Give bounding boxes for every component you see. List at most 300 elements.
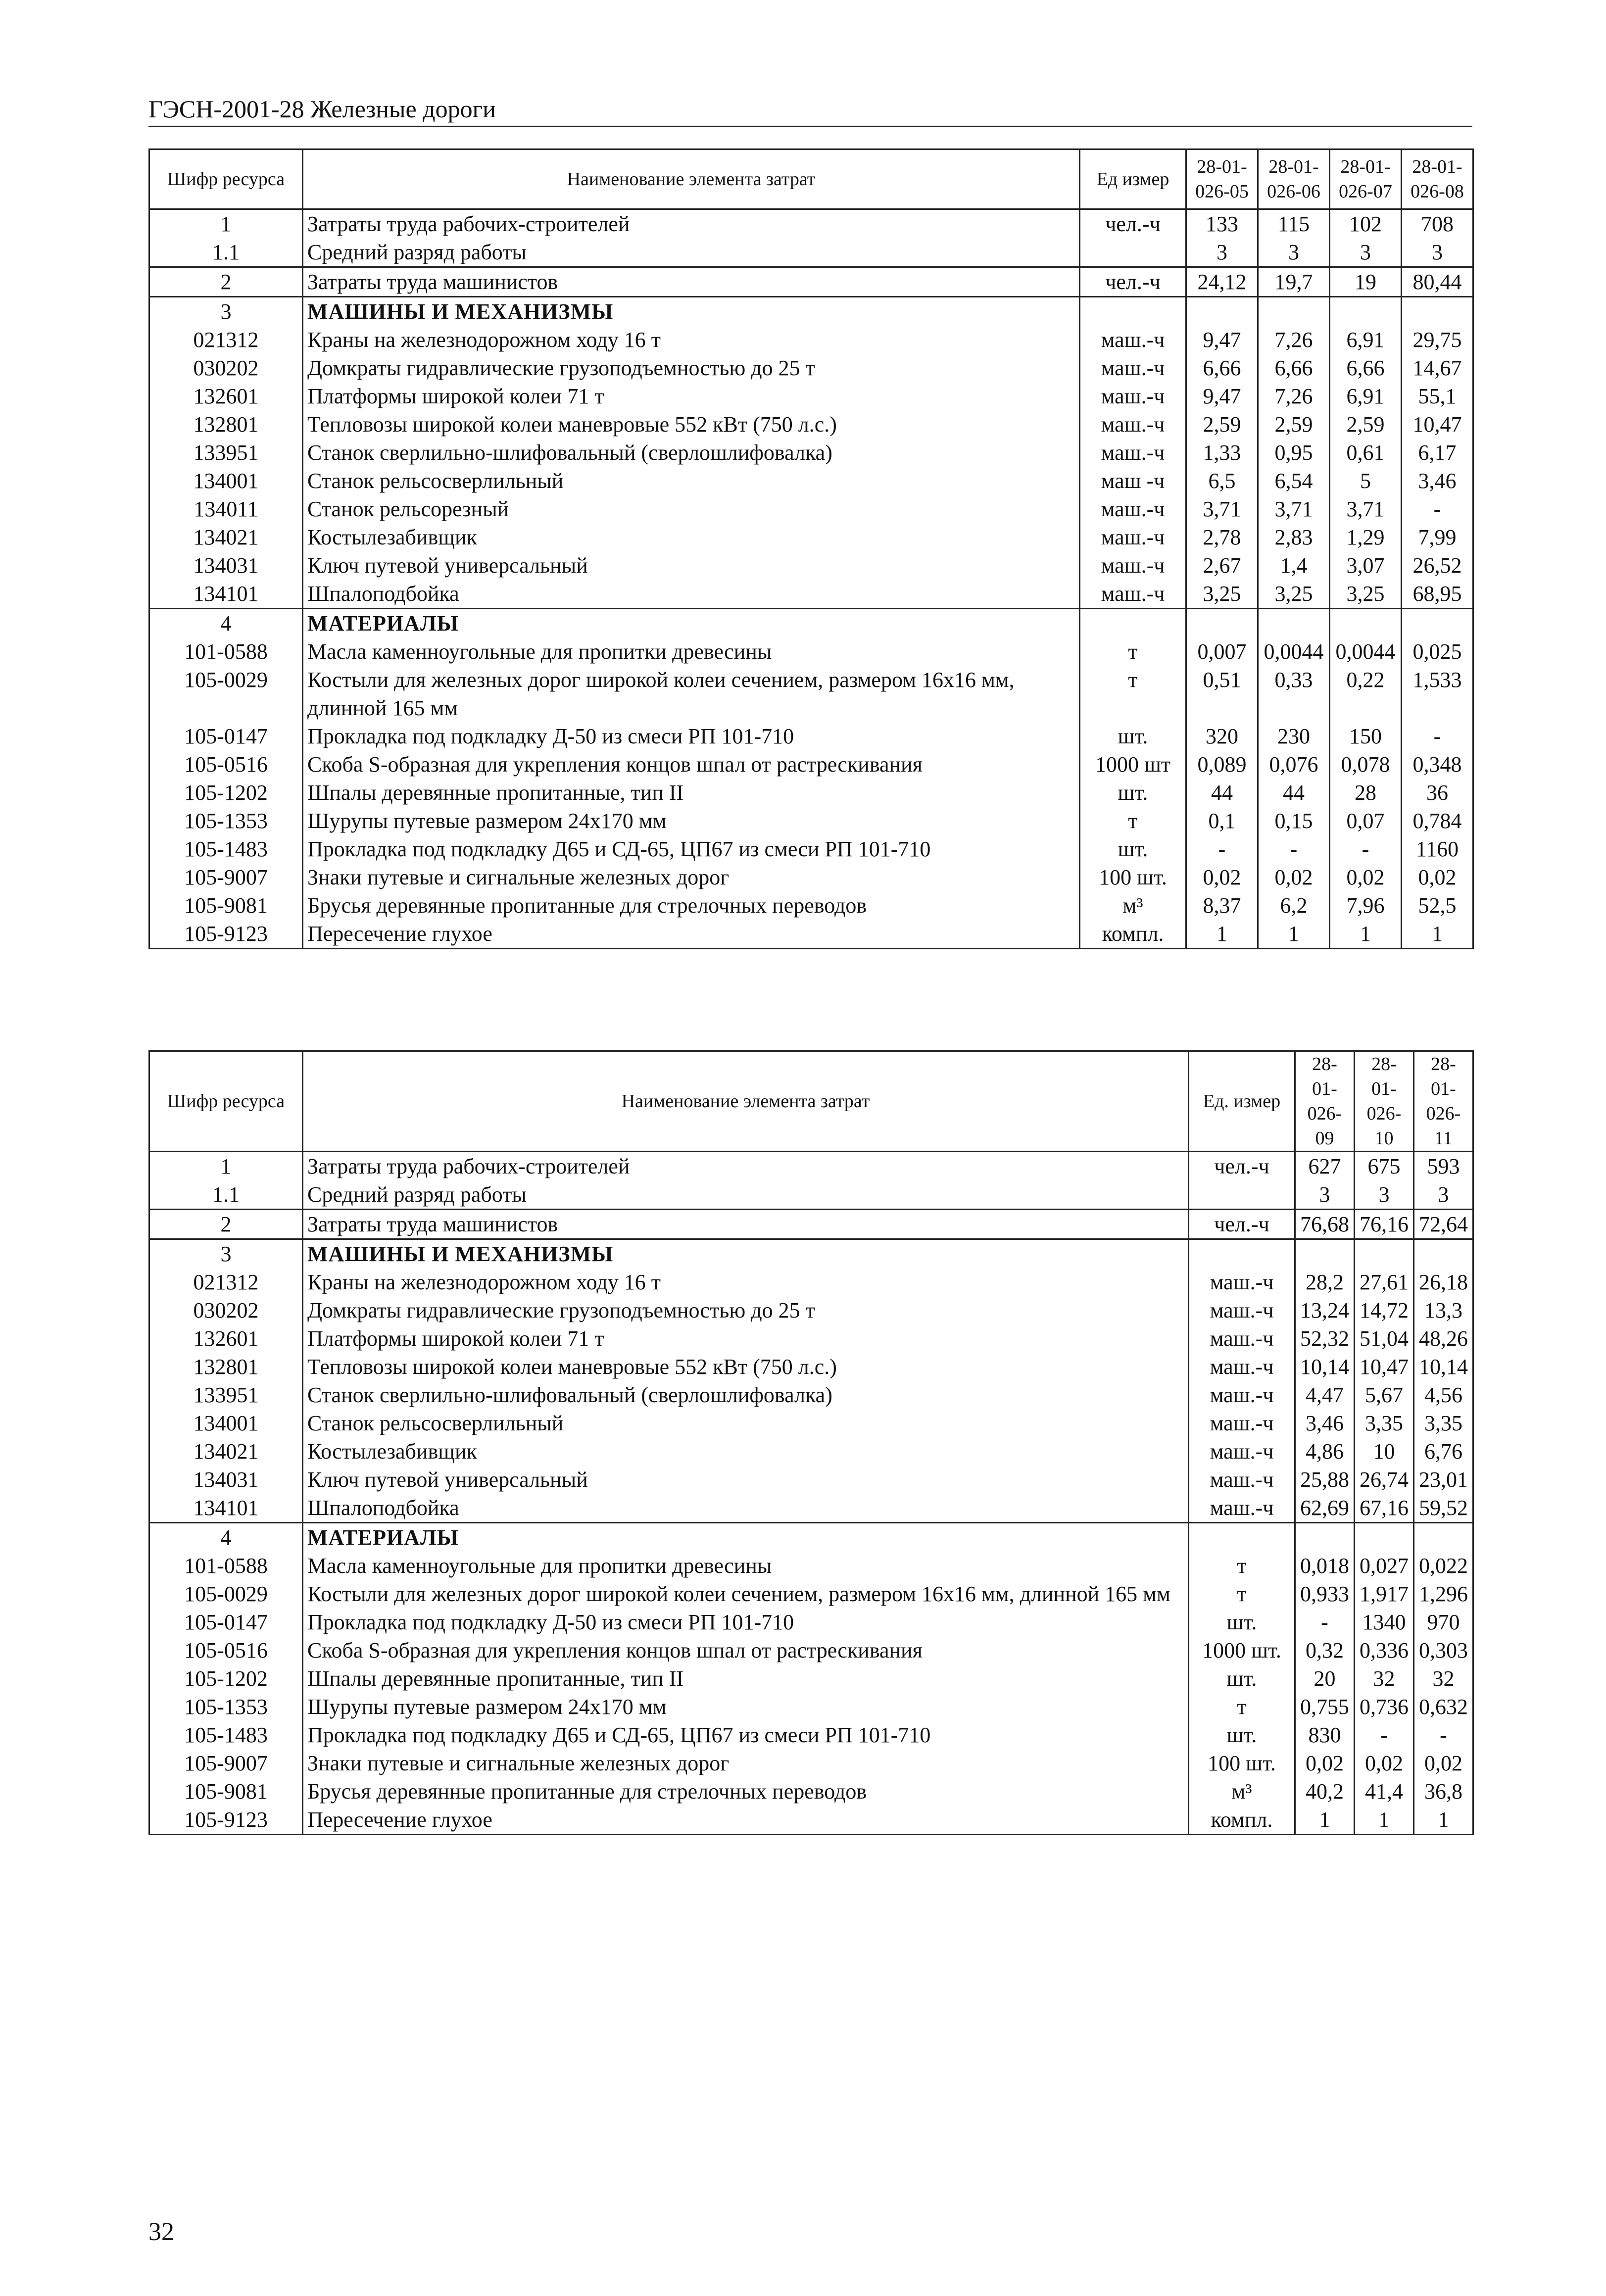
resource-code-cell: 2 <box>149 1210 303 1239</box>
unit-cell: м³ <box>1189 1777 1295 1806</box>
col-header-norm: 28-01-026-10 <box>1355 1051 1414 1152</box>
value-cell: 1 <box>1414 1806 1473 1835</box>
value-cell <box>1258 609 1330 638</box>
value-cell: 48,26 <box>1414 1324 1473 1353</box>
resource-code-cell: 1.1 <box>149 1180 303 1210</box>
resource-code-cell: 030202 <box>149 354 303 382</box>
value-cell <box>1295 1239 1355 1269</box>
value-cell: 7,96 <box>1330 891 1402 920</box>
value-cell: 10 <box>1355 1437 1414 1466</box>
unit-cell: 100 шт. <box>1189 1749 1295 1777</box>
value-cell <box>1330 609 1402 638</box>
value-cell: 3 <box>1414 1180 1473 1210</box>
unit-cell: маш.-ч <box>1080 495 1186 523</box>
value-cell: 2,59 <box>1258 410 1330 439</box>
resource-code-cell: 105-0029 <box>149 666 303 722</box>
value-cell: - <box>1414 1721 1473 1749</box>
value-cell: 76,16 <box>1355 1210 1414 1239</box>
value-cell: 3,25 <box>1186 580 1258 609</box>
unit-cell: шт. <box>1189 1721 1295 1749</box>
resource-name-cell: Костылезабивщик <box>303 1437 1189 1466</box>
value-cell: 5 <box>1330 467 1402 495</box>
resource-code-cell: 105-1202 <box>149 779 303 807</box>
value-cell: 52,32 <box>1295 1324 1355 1353</box>
value-cell: 0,755 <box>1295 1693 1355 1721</box>
resource-name-cell: Станок рельсорезный <box>303 495 1080 523</box>
value-cell: 1 <box>1355 1806 1414 1835</box>
table-row <box>149 495 1473 523</box>
value-cell: 3,35 <box>1355 1409 1414 1437</box>
value-cell: 0,02 <box>1258 863 1330 891</box>
unit-cell: маш.-ч <box>1080 326 1186 354</box>
resource-name-cell: Прокладка под подкладку Д-50 из смеси РП 101-710 <box>303 1608 1189 1636</box>
value-cell: 9,47 <box>1186 326 1258 354</box>
unit-cell <box>1189 1239 1295 1269</box>
table-row <box>149 1806 1473 1835</box>
resource-code-cell: 105-1202 <box>149 1664 303 1693</box>
value-cell: 0,07 <box>1330 807 1402 835</box>
col-header-norm: 28-01-026-05 <box>1186 149 1258 209</box>
value-cell: 3 <box>1330 238 1402 267</box>
resource-name-cell: Станок сверлильно-шлифовальный (сверлошлифовалка) <box>303 439 1080 467</box>
table-row <box>149 267 1473 297</box>
table-row <box>149 382 1473 410</box>
value-cell: 6,66 <box>1258 354 1330 382</box>
resource-code-cell: 101-0588 <box>149 1552 303 1580</box>
value-cell: 0,0044 <box>1258 637 1330 666</box>
unit-cell: т <box>1080 807 1186 835</box>
table-row <box>149 1180 1473 1210</box>
unit-cell: маш.-ч <box>1080 439 1186 467</box>
value-cell <box>1414 1239 1473 1269</box>
unit-cell: т <box>1080 637 1186 666</box>
unit-cell: маш.-ч <box>1189 1494 1295 1523</box>
value-cell: 3,25 <box>1258 580 1330 609</box>
unit-cell: маш.-ч <box>1189 1466 1295 1494</box>
value-cell: 0,784 <box>1402 807 1473 835</box>
table-row <box>149 523 1473 551</box>
value-cell: 0,95 <box>1258 439 1330 467</box>
resource-code-cell: 1.1 <box>149 238 303 267</box>
value-cell: - <box>1186 835 1258 863</box>
value-cell <box>1330 297 1402 326</box>
value-cell: 3 <box>1258 238 1330 267</box>
unit-cell: шт. <box>1080 779 1186 807</box>
resource-code-cell: 105-0147 <box>149 722 303 750</box>
col-header-name: Наименование элемента затрат <box>303 1051 1189 1152</box>
resource-name-cell: Скоба S-образная для укрепления концов шпал от растрескивания <box>303 1636 1189 1664</box>
value-cell: 0,02 <box>1355 1749 1414 1777</box>
resource-code-cell: 134001 <box>149 467 303 495</box>
resource-table-2 <box>148 1050 1474 1835</box>
table-row <box>149 1523 1473 1552</box>
value-cell: - <box>1402 722 1473 750</box>
unit-cell: маш -ч <box>1080 467 1186 495</box>
value-cell: 830 <box>1295 1721 1355 1749</box>
table-row <box>149 1721 1473 1749</box>
value-cell: 1 <box>1402 920 1473 949</box>
value-cell: 2,59 <box>1330 410 1402 439</box>
value-cell: 6,91 <box>1330 326 1402 354</box>
unit-cell: маш.-ч <box>1189 1296 1295 1324</box>
value-cell: 0,32 <box>1295 1636 1355 1664</box>
resource-code-cell: 4 <box>149 1523 303 1552</box>
unit-cell: шт. <box>1189 1608 1295 1636</box>
value-cell: 59,52 <box>1414 1494 1473 1523</box>
value-cell: 6,54 <box>1258 467 1330 495</box>
value-cell: 133 <box>1186 209 1258 239</box>
table-row <box>149 326 1473 354</box>
value-cell: 28 <box>1330 779 1402 807</box>
value-cell: 0,078 <box>1330 750 1402 779</box>
table-row <box>149 891 1473 920</box>
value-cell: 14,67 <box>1402 354 1473 382</box>
resource-name-cell: Шпалоподбойка <box>303 1494 1189 1523</box>
value-cell: 23,01 <box>1414 1466 1473 1494</box>
col-header-norm: 28-01-026-06 <box>1258 149 1330 209</box>
value-cell: 320 <box>1186 722 1258 750</box>
value-cell: 3,71 <box>1330 495 1402 523</box>
resource-name-cell: Масла каменноугольные для пропитки древесины <box>303 1552 1189 1580</box>
table-row <box>149 354 1473 382</box>
resource-code-cell: 105-1483 <box>149 1721 303 1749</box>
value-cell: 102 <box>1330 209 1402 239</box>
value-cell: 4,56 <box>1414 1381 1473 1409</box>
unit-cell <box>1080 609 1186 638</box>
value-cell: 6,66 <box>1186 354 1258 382</box>
value-cell <box>1355 1523 1414 1552</box>
table-row <box>149 666 1473 722</box>
value-cell: 13,3 <box>1414 1296 1473 1324</box>
value-cell: 0,61 <box>1330 439 1402 467</box>
table-row <box>149 750 1473 779</box>
page-number: 32 <box>148 2218 174 2246</box>
table-row <box>149 835 1473 863</box>
value-cell: 29,75 <box>1402 326 1473 354</box>
table-row <box>149 807 1473 835</box>
value-cell: 28,2 <box>1295 1268 1355 1296</box>
unit-cell: чел.-ч <box>1189 1152 1295 1181</box>
value-cell: 3 <box>1295 1180 1355 1210</box>
resource-name-cell: Шпалы деревянные пропитанные, тип II <box>303 1664 1189 1693</box>
table-row <box>149 722 1473 750</box>
value-cell: 6,17 <box>1402 439 1473 467</box>
document-title: ГЭСН-2001-28 Железные дороги <box>148 95 496 123</box>
value-cell: 7,26 <box>1258 326 1330 354</box>
resource-name-cell: Затраты труда машинистов <box>303 267 1080 297</box>
resource-name-cell: Тепловозы широкой колеи маневровые 552 кВт (750 л.с.) <box>303 1353 1189 1381</box>
resource-name-cell: Затраты труда машинистов <box>303 1210 1189 1239</box>
value-cell: 0,027 <box>1355 1552 1414 1580</box>
value-cell: 10,47 <box>1402 410 1473 439</box>
resource-code-cell: 132601 <box>149 382 303 410</box>
resource-name-cell: Краны на железнодорожном ходу 16 т <box>303 326 1080 354</box>
value-cell: 2,78 <box>1186 523 1258 551</box>
value-cell: 0,089 <box>1186 750 1258 779</box>
table-row <box>149 1210 1473 1239</box>
resource-code-cell: 133951 <box>149 439 303 467</box>
resource-name-cell: Прокладка под подкладку Д-50 из смеси РП 101-710 <box>303 722 1080 750</box>
value-cell: 25,88 <box>1295 1466 1355 1494</box>
resource-code-cell: 105-9081 <box>149 1777 303 1806</box>
resource-code-cell: 133951 <box>149 1381 303 1409</box>
value-cell <box>1258 297 1330 326</box>
value-cell: 0,02 <box>1402 863 1473 891</box>
table-row <box>149 467 1473 495</box>
table-header-row <box>149 1051 1473 1152</box>
resource-code-cell: 132801 <box>149 410 303 439</box>
value-cell: 10,14 <box>1295 1353 1355 1381</box>
unit-cell: шт. <box>1189 1664 1295 1693</box>
value-cell: 6,66 <box>1330 354 1402 382</box>
col-header-norm: 28-01-026-11 <box>1414 1051 1473 1152</box>
value-cell: 0,025 <box>1402 637 1473 666</box>
table-row <box>149 863 1473 891</box>
value-cell: 80,44 <box>1402 267 1473 297</box>
resource-code-cell: 4 <box>149 609 303 638</box>
table-row <box>149 1409 1473 1437</box>
resource-name-cell: МАШИНЫ И МЕХАНИЗМЫ <box>303 297 1080 326</box>
unit-cell: маш.-ч <box>1080 580 1186 609</box>
value-cell: 2,83 <box>1258 523 1330 551</box>
value-cell: 44 <box>1186 779 1258 807</box>
value-cell: 6,91 <box>1330 382 1402 410</box>
col-header-code: Шифр ресурса <box>149 149 303 209</box>
unit-cell: 1000 шт. <box>1189 1636 1295 1664</box>
value-cell: 68,95 <box>1402 580 1473 609</box>
table-row <box>149 551 1473 580</box>
unit-cell: маш.-ч <box>1080 523 1186 551</box>
resource-name-cell: МАТЕРИАЛЫ <box>303 1523 1189 1552</box>
resource-code-cell: 3 <box>149 1239 303 1269</box>
table-row <box>149 238 1473 267</box>
value-cell <box>1186 297 1258 326</box>
value-cell: 0,736 <box>1355 1693 1414 1721</box>
value-cell: 1 <box>1330 920 1402 949</box>
resource-name-cell: Знаки путевые и сигнальные железных дорог <box>303 863 1080 891</box>
resource-name-cell: Затраты труда рабочих-строителей <box>303 209 1080 239</box>
table-row <box>149 1466 1473 1494</box>
resource-name-cell: МАШИНЫ И МЕХАНИЗМЫ <box>303 1239 1189 1269</box>
value-cell: 1160 <box>1402 835 1473 863</box>
resource-name-cell: МАТЕРИАЛЫ <box>303 609 1080 638</box>
value-cell: - <box>1402 495 1473 523</box>
resource-code-cell: 134101 <box>149 1494 303 1523</box>
value-cell: 1,296 <box>1414 1580 1473 1608</box>
value-cell: 3,25 <box>1330 580 1402 609</box>
value-cell: 19 <box>1330 267 1402 297</box>
table-row <box>149 920 1473 949</box>
table-row <box>149 410 1473 439</box>
value-cell: 0,02 <box>1186 863 1258 891</box>
table-header-row <box>149 149 1473 209</box>
value-cell: 2,67 <box>1186 551 1258 580</box>
resource-code-cell: 105-9081 <box>149 891 303 920</box>
resource-name-cell: Домкраты гидравлические грузоподъемностью до 25 т <box>303 354 1080 382</box>
resource-name-cell: Брусья деревянные пропитанные для стрелочных переводов <box>303 891 1080 920</box>
value-cell <box>1414 1523 1473 1552</box>
resource-code-cell: 1 <box>149 1152 303 1181</box>
col-header-norm: 28-01-026-09 <box>1295 1051 1355 1152</box>
value-cell: 10,14 <box>1414 1353 1473 1381</box>
unit-cell: маш.-ч <box>1189 1353 1295 1381</box>
resource-code-cell: 134031 <box>149 1466 303 1494</box>
value-cell: 4,47 <box>1295 1381 1355 1409</box>
col-header-unit: Ед. измер <box>1189 1051 1295 1152</box>
value-cell: 627 <box>1295 1152 1355 1181</box>
value-cell: 0,336 <box>1355 1636 1414 1664</box>
value-cell: 708 <box>1402 209 1473 239</box>
resource-code-cell: 3 <box>149 297 303 326</box>
value-cell: 32 <box>1414 1664 1473 1693</box>
unit-cell <box>1189 1180 1295 1210</box>
value-cell: 0,02 <box>1414 1749 1473 1777</box>
resource-name-cell: Станок сверлильно-шлифовальный (сверлошлифовалка) <box>303 1381 1189 1409</box>
value-cell: 76,68 <box>1295 1210 1355 1239</box>
table-row <box>149 1777 1473 1806</box>
resource-name-cell: Затраты труда рабочих-строителей <box>303 1152 1189 1181</box>
value-cell: 0,0044 <box>1330 637 1402 666</box>
resource-code-cell: 105-9007 <box>149 1749 303 1777</box>
value-cell: 5,67 <box>1355 1381 1414 1409</box>
value-cell: 0,022 <box>1414 1552 1473 1580</box>
value-cell: 0,007 <box>1186 637 1258 666</box>
value-cell: 3 <box>1355 1180 1414 1210</box>
value-cell: 1,917 <box>1355 1580 1414 1608</box>
resource-code-cell: 105-0516 <box>149 1636 303 1664</box>
value-cell: 1,533 <box>1402 666 1473 722</box>
value-cell: 230 <box>1258 722 1330 750</box>
resource-name-cell: Костыли для железных дорог широкой колеи сечением, размером 16х16 мм, длинной 165 мм <box>303 666 1080 722</box>
resource-name-cell: Скоба S-образная для укрепления концов шпал от растрескивания <box>303 750 1080 779</box>
table-row <box>149 1324 1473 1353</box>
unit-cell <box>1080 238 1186 267</box>
resource-code-cell: 134031 <box>149 551 303 580</box>
resource-code-cell: 134011 <box>149 495 303 523</box>
unit-cell: т <box>1189 1693 1295 1721</box>
resource-name-cell: Домкраты гидравлические грузоподъемностью до 25 т <box>303 1296 1189 1324</box>
value-cell: 0,933 <box>1295 1580 1355 1608</box>
value-cell: 52,5 <box>1402 891 1473 920</box>
table-row <box>149 1437 1473 1466</box>
unit-cell: м³ <box>1080 891 1186 920</box>
value-cell: 1,29 <box>1330 523 1402 551</box>
value-cell: 32 <box>1355 1664 1414 1693</box>
resource-name-cell: Пересечение глухое <box>303 920 1080 949</box>
unit-cell: 100 шт. <box>1080 863 1186 891</box>
table-row <box>149 779 1473 807</box>
col-header-unit: Ед измер <box>1080 149 1186 209</box>
unit-cell: компл. <box>1189 1806 1295 1835</box>
table-row <box>149 1636 1473 1664</box>
value-cell: 3,71 <box>1186 495 1258 523</box>
page-header <box>148 94 1472 127</box>
value-cell: 1340 <box>1355 1608 1414 1636</box>
value-cell: 26,52 <box>1402 551 1473 580</box>
resource-name-cell: Платформы широкой колеи 71 т <box>303 382 1080 410</box>
table-row <box>149 1353 1473 1381</box>
value-cell: 26,18 <box>1414 1268 1473 1296</box>
value-cell: 0,22 <box>1330 666 1402 722</box>
value-cell: 0,02 <box>1295 1749 1355 1777</box>
value-cell: 14,72 <box>1355 1296 1414 1324</box>
value-cell <box>1295 1523 1355 1552</box>
resource-code-cell: 105-9123 <box>149 1806 303 1835</box>
resource-code-cell: 105-0029 <box>149 1580 303 1608</box>
value-cell: 3,07 <box>1330 551 1402 580</box>
value-cell: - <box>1258 835 1330 863</box>
resource-name-cell: Шпалоподбойка <box>303 580 1080 609</box>
value-cell: 6,5 <box>1186 467 1258 495</box>
resource-name-cell: Станок рельсосверлильный <box>303 467 1080 495</box>
resource-name-cell: Платформы широкой колеи 71 т <box>303 1324 1189 1353</box>
resource-name-cell: Костыли для железных дорог широкой колеи сечением, размером 16х16 мм, длинной 165 мм <box>303 1580 1189 1608</box>
unit-cell <box>1080 297 1186 326</box>
unit-cell: маш.-ч <box>1080 551 1186 580</box>
value-cell: 3 <box>1402 238 1473 267</box>
resource-name-cell: Шурупы путевые размером 24х170 мм <box>303 1693 1189 1721</box>
value-cell <box>1186 609 1258 638</box>
value-cell: 593 <box>1414 1152 1473 1181</box>
value-cell: 3,46 <box>1295 1409 1355 1437</box>
value-cell: 9,47 <box>1186 382 1258 410</box>
value-cell: 0,51 <box>1186 666 1258 722</box>
unit-cell: маш.-ч <box>1189 1268 1295 1296</box>
value-cell: 0,15 <box>1258 807 1330 835</box>
resource-name-cell: Брусья деревянные пропитанные для стрелочных переводов <box>303 1777 1189 1806</box>
resource-name-cell: Средний разряд работы <box>303 238 1080 267</box>
resource-code-cell: 134101 <box>149 580 303 609</box>
value-cell: 13,24 <box>1295 1296 1355 1324</box>
unit-cell: чел.-ч <box>1189 1210 1295 1239</box>
value-cell: 26,74 <box>1355 1466 1414 1494</box>
resource-code-cell: 105-9123 <box>149 920 303 949</box>
resource-code-cell: 021312 <box>149 1268 303 1296</box>
col-header-norm: 28-01-026-08 <box>1402 149 1473 209</box>
resource-name-cell: Средний разряд работы <box>303 1180 1189 1210</box>
unit-cell: 1000 шт <box>1080 750 1186 779</box>
value-cell <box>1402 609 1473 638</box>
value-cell: 36 <box>1402 779 1473 807</box>
value-cell: 8,37 <box>1186 891 1258 920</box>
value-cell: 3,46 <box>1402 467 1473 495</box>
value-cell: 4,86 <box>1295 1437 1355 1466</box>
resource-code-cell: 134021 <box>149 523 303 551</box>
resource-code-cell: 101-0588 <box>149 637 303 666</box>
col-header-name: Наименование элемента затрат <box>303 149 1080 209</box>
value-cell: 36,8 <box>1414 1777 1473 1806</box>
value-cell: 1,33 <box>1186 439 1258 467</box>
resource-name-cell: Шпалы деревянные пропитанные, тип II <box>303 779 1080 807</box>
table-row <box>149 209 1473 239</box>
unit-cell: шт. <box>1080 722 1186 750</box>
value-cell: 55,1 <box>1402 382 1473 410</box>
unit-cell: маш.-ч <box>1080 354 1186 382</box>
unit-cell: маш.-ч <box>1080 382 1186 410</box>
table-row <box>149 1381 1473 1409</box>
value-cell: - <box>1330 835 1402 863</box>
table-row <box>149 637 1473 666</box>
table-row <box>149 1749 1473 1777</box>
resource-name-cell: Шурупы путевые размером 24х170 мм <box>303 807 1080 835</box>
resource-code-cell: 105-0516 <box>149 750 303 779</box>
value-cell <box>1355 1239 1414 1269</box>
col-header-norm: 28-01-026-07 <box>1330 149 1402 209</box>
table-row <box>149 297 1473 326</box>
value-cell: 970 <box>1414 1608 1473 1636</box>
table-row <box>149 1296 1473 1324</box>
resource-code-cell: 105-9007 <box>149 863 303 891</box>
